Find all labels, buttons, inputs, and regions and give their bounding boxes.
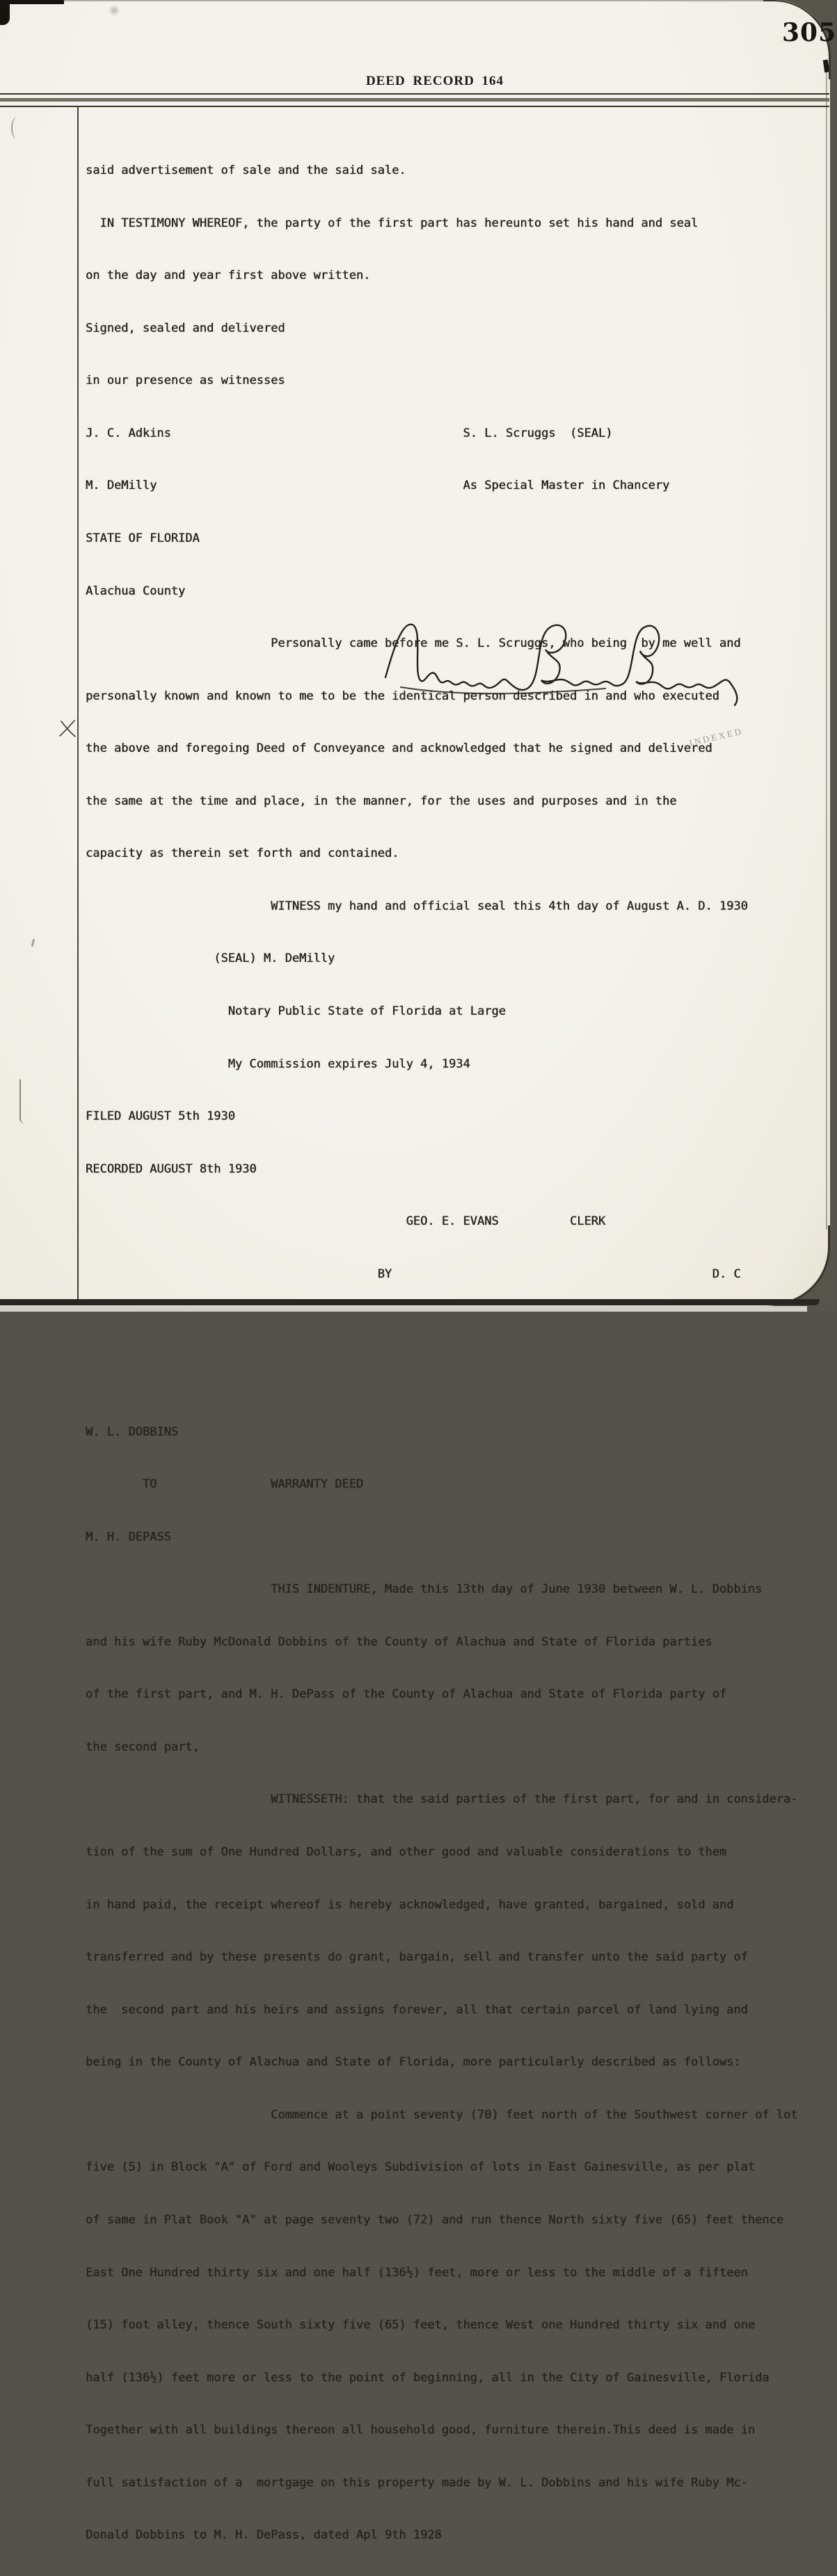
grantor-name-line: W. L. DOBBINS	[86, 1424, 179, 1439]
text-line: capacity as therein set forth and contained.	[86, 846, 399, 861]
text-line: Together with all buildings thereon all household good, furniture therein.This deed is made in	[86, 2423, 756, 2438]
left-margin-rule	[77, 106, 79, 1299]
filed-date-line: FILED AUGUST 5th 1930	[86, 1109, 235, 1124]
notary-seal-line: (SEAL) M. DeMilly	[86, 951, 335, 966]
text-line: in our presence as witnesses	[86, 373, 285, 388]
indexed-stamp: INDEXED	[688, 725, 744, 748]
scan-top-edge-line	[0, 0, 772, 1]
text-line: of the first part, and M. H. DePass of the County of Alachua and State of Florida party of	[86, 1687, 727, 1702]
text-line: transferred and by these presents do grant, bargain, sell and transfer unto the said party of	[86, 1950, 748, 1965]
clerk-by-line: BY D. C	[86, 1266, 741, 1281]
text-line: STATE OF FLORIDA	[86, 531, 200, 545]
text-line: East One Hundred thirty six and one half (136½) feet, more or less to the middle of a fifteen	[86, 2265, 748, 2280]
text-line: WITNESSETH: that the said parties of the first part, for and in considera-	[86, 1792, 798, 1807]
text-line: tion of the sum of One Hundred Dollars, and other good and valuable considerations to them	[86, 1845, 727, 1859]
text-line: and his wife Ruby McDonald Dobbins of the County of Alachua and State of Florida parties	[86, 1634, 712, 1649]
witness-signature-line: M. DeMilly As Special Master in Chancery	[86, 478, 670, 493]
text-line: the above and foregoing Deed of Conveyance and acknowledged that he signed and delivered	[86, 741, 712, 756]
grantee-name-line: M. H. DEPASS	[86, 1529, 171, 1544]
clerk-typed-line: GEO. E. EVANS CLERK	[86, 1214, 606, 1229]
text-line: the second part,	[86, 1739, 200, 1754]
scan-corner-artifact	[0, 0, 10, 25]
text-line: full satisfaction of a mortgage on this property made by W. L. Dobbins and his wife Ruby Mc-	[86, 2475, 748, 2490]
stray-pen-mark	[19, 1079, 28, 1124]
text-line: the second part and his heirs and assigns forever, all that certain parcel of land lying and	[86, 2002, 748, 2017]
text-line: personally known and known to me to be the identical person described in and who executed	[86, 689, 719, 703]
recorded-date-line: RECORDED AUGUST 8th 1930	[86, 1161, 257, 1176]
text-line: five (5) in Block "A" of Ford and Wooleys Subdivision of lots in East Gainesville, as per plat	[86, 2160, 756, 2175]
witness-signature-line: J. C. Adkins S. L. Scruggs (SEAL)	[86, 426, 613, 440]
deed-title-line: TO WARRANTY DEED	[86, 1477, 364, 1492]
blank-line	[86, 1314, 837, 1339]
text-line: IN TESTIMONY WHEREOF, the party of the first part has hereunto set his hand and seal	[86, 216, 699, 230]
text-line: WITNESS my hand and official seal this 4th day of August A. D. 1930	[86, 899, 748, 913]
text-line: Notary Public State of Florida at Large	[86, 1004, 506, 1018]
clerk-handwritten-signature	[376, 611, 807, 708]
text-line: (15) foot alley, thence South sixty five (65) feet, thence West one Hundred thirty six and one	[86, 2318, 756, 2333]
text-line: Personally came before me S. L. Scruggs, who being by me well and	[86, 636, 741, 651]
ink-smudge	[109, 4, 120, 17]
page-number: 305	[782, 18, 837, 47]
stray-pen-mark	[11, 117, 24, 139]
text-line: Signed, sealed and delivered	[86, 321, 285, 335]
text-line: Alachua County	[86, 583, 186, 598]
text-line: THIS INDENTURE, Made this 13th day of June 1930 between W. L. Dobbins	[86, 1582, 763, 1597]
text-line: My Commission expires July 4, 1934	[86, 1056, 470, 1071]
text-line: being in the County of Alachua and State of Florida, more particularly described as follows:	[86, 2055, 741, 2070]
text-line: on the day and year first above written.	[86, 268, 371, 283]
header-rule-middle	[0, 98, 829, 102]
book-header-title: DEED RECORD 164	[365, 74, 504, 88]
text-line: of same in Plat Book "A" at page seventy two (72) and run thence North sixty five (65) feet thence	[86, 2212, 784, 2227]
text-line: Commence at a point seventy (70) feet north of the Southwest corner of lot	[86, 2107, 798, 2122]
header-rule-bottom	[0, 106, 829, 107]
text-line: Donald Dobbins to M. H. DePass, dated Apl 9th 1928	[86, 2528, 442, 2543]
text-line: half (136½) feet more or less to the point of beginning, all in the City of Gainesville, Florida	[86, 2370, 770, 2385]
typed-deed-text	[86, 131, 837, 2576]
text-line: the same at the time and place, in the manner, for the uses and purposes and in the	[86, 794, 677, 808]
blank-line	[86, 1367, 837, 1392]
text-line: in hand paid, the receipt whereof is hereby acknowledged, have granted, bargained, sold and	[86, 1897, 734, 1912]
text-line: said advertisement of sale and the said sale.	[86, 163, 406, 177]
header-rule-top	[0, 93, 829, 95]
margin-x-mark	[58, 719, 77, 737]
